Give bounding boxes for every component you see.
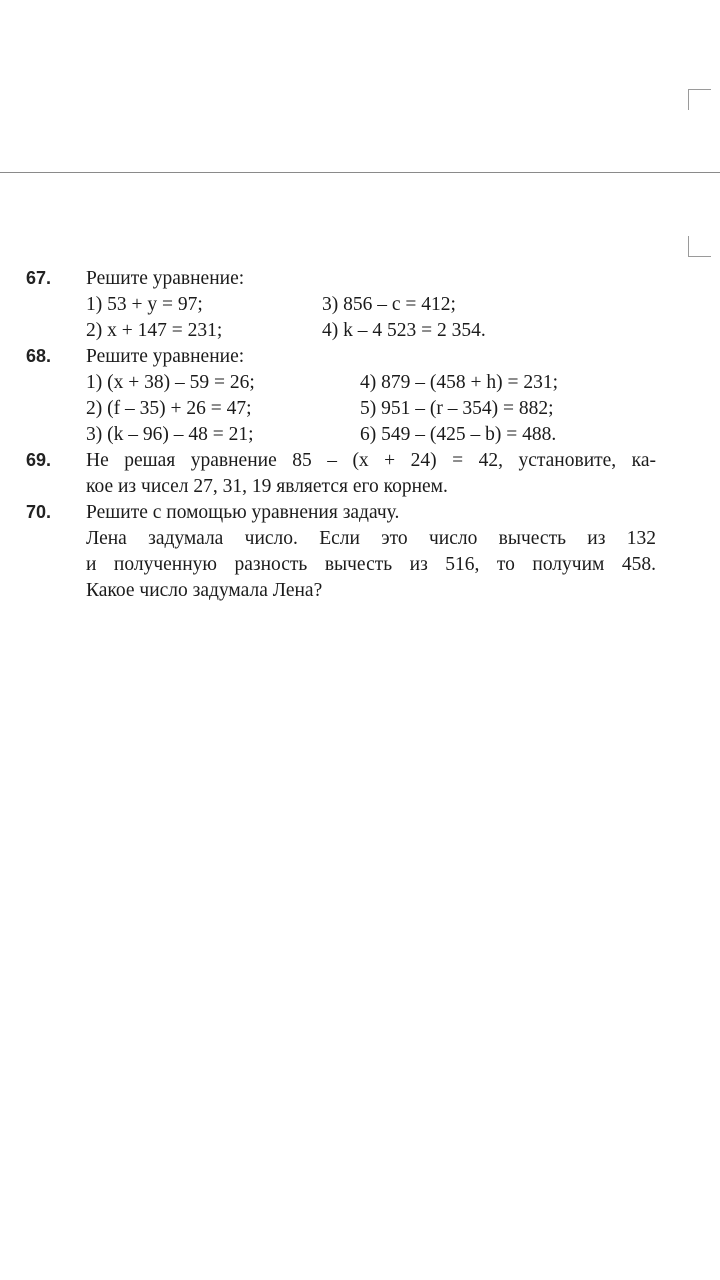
problem-number: 67. [26,268,52,288]
equation: 3) (k – 96) – 48 = 21; [86,424,254,445]
equation: 5) 951 – (r – 354) = 882; [360,398,554,419]
equation-row [86,422,720,448]
equation: 4) 879 – (458 + h) = 231; [360,372,559,393]
equation: 2) x + 147 = 231; [86,320,223,341]
problem-text-line: Не решая уравнение 85 – (x + 24) = 42, установите, ка- [86,450,656,471]
page-divider [0,172,720,173]
problem-instruction: Решите уравнение: [86,268,245,289]
problem-instruction: Решите уравнение: [86,346,245,367]
problem-69 [0,448,720,500]
equation: 1) 53 + y = 97; [86,294,203,315]
crop-mark-bottom [688,236,711,257]
problem-number: 69. [26,450,52,470]
problem-text-line: Какое число задумала Лена? [86,580,323,601]
problem-68 [0,344,720,448]
equation-row [86,292,720,318]
problem-number: 68. [26,346,52,366]
equation: 4) k – 4 523 = 2 354. [322,320,486,341]
problem-list [0,266,720,604]
problem-number: 70. [26,502,52,522]
problem-70 [0,500,720,604]
crop-mark-top [688,89,711,110]
equation: 1) (x + 38) – 59 = 26; [86,372,255,393]
problem-instruction: Решите с помощью уравнения задачу. [86,502,400,523]
problem-text-line: Лена задумала число. Если это число вычесть из 132 [86,528,656,549]
equation: 3) 856 – c = 412; [322,294,456,315]
equation-row [86,318,720,344]
problem-67 [0,266,720,344]
problem-text-line: кое из чисел 27, 31, 19 является его корнем. [86,476,448,497]
equation-row [86,370,720,396]
equation: 6) 549 – (425 – b) = 488. [360,424,557,445]
equation: 2) (f – 35) + 26 = 47; [86,398,252,419]
equation-row [86,396,720,422]
problem-text-line: и полученную разность вычесть из 516, то получим 458. [86,554,656,575]
